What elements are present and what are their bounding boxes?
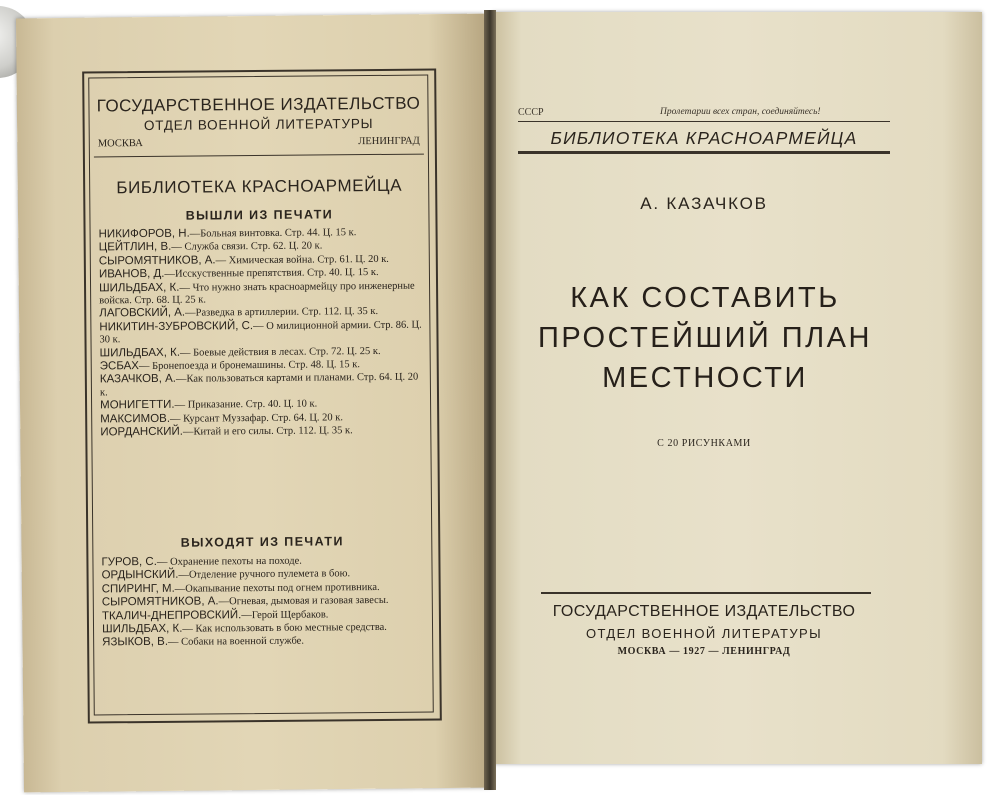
list-item: СПИРИНГ, М.—Окапывание пехоты под огнем противника.: [101, 581, 380, 596]
left-department: ОТДЕЛ ВОЕННОЙ ЛИТЕРАТУРЫ: [143, 116, 374, 134]
book-title-line-2: ПРОСТЕЙШИЙ ПЛАН: [538, 322, 872, 354]
list-item: ТКАЛИЧ-ДНЕПРОВСКИЙ.—Герой Щербаков.: [101, 608, 329, 623]
list-item: НИКИТИН-ЗУБРОВСКИЙ, С.— О милиционной армии. Стр. 86. Ц. 30 к.: [99, 319, 422, 346]
imprint-department: ОТДЕЛ ВОЕННОЙ ЛИТЕРАТУРЫ: [585, 626, 823, 641]
left-series-title: БИБЛИОТЕКА КРАСНОАРМЕЙЦА: [116, 175, 403, 198]
list-item: ШИЛЬДБАХ, К.— Боевые действия в лесах. Стр. 72. Ц. 25 к.: [99, 345, 381, 360]
list-item: ЛАГОВСКИЙ, А.—Разведка в артиллерии. Стр. 112. Ц. 35 к.: [99, 306, 379, 320]
list-item: ОРДЫНСКИЙ.—Отделение ручного пулемета в бою.: [101, 568, 351, 582]
book-author: А. КАЗАЧКОВ: [640, 194, 768, 213]
book-title-line-3: МЕСТНОСТИ: [602, 362, 808, 394]
left-page-content: [88, 75, 434, 716]
left-city-moscow: МОСКВА: [97, 138, 143, 150]
list-item: ШИЛЬДБАХ, К.— Как использовать в бою местные средства.: [101, 621, 387, 636]
list-item: ИВАНОВ, Д.—Исскуственные препятствия. Стр. 40. Ц. 15 к.: [98, 267, 379, 281]
book-subtitle: С 20 РИСУНКАМИ: [657, 438, 751, 449]
list-item: ШИЛЬДБАХ, К.— Что нужно знать красноармейцу про инженерные войска. Стр. 68. Ц. 25 к.: [99, 280, 415, 307]
list-item: МОНИГЕТТИ.— Приказание. Стр. 40. Ц. 10 к.: [100, 398, 318, 412]
left-city-leningrad: ЛЕНИНГРАД: [358, 135, 420, 148]
list-item: ГУРОВ, С.— Охранение пехоты на походе.: [101, 555, 302, 569]
motto: Пролетарии всех стран, соединяйтесь!: [660, 107, 821, 117]
imprint-rule: [541, 592, 871, 594]
forthcoming-heading: ВЫХОДЯТ ИЗ ПЕЧАТИ: [180, 534, 344, 550]
list-item: КАЗАЧКОВ, А.—Как пользоваться картами и планами. Стр. 64. Ц. 20 к.: [99, 372, 419, 399]
list-item: МАКСИМОВ.— Курсант Муззафар. Стр. 64. Ц. 20 к.: [100, 411, 344, 426]
imprint-publisher: ГОСУДАРСТВЕННОЕ ИЗДАТЕЛЬСТВО: [552, 603, 856, 620]
book-spine: [484, 10, 496, 790]
series-rule-top: [518, 121, 890, 122]
list-item: НИКИФОРОВ, Н.—Больная винтовка. Стр. 44. Ц. 15 к.: [98, 227, 357, 241]
list-item: ЯЗЫКОВ, В.— Собаки на военной службе.: [102, 636, 304, 649]
list-item: ИОРДАНСКИЙ.—Китай и его силы. Стр. 112. Ц. 35 к.: [100, 425, 353, 439]
published-list: [99, 226, 427, 440]
country-label: СССР: [518, 107, 544, 118]
list-item: СЫРОМЯТНИКОВ, А.—Огневая, дымовая и газовая завесы.: [101, 595, 389, 609]
forthcoming-list: [101, 554, 428, 651]
list-item: ЭСБАХ— Бронепоезда и бронемашины. Стр. 48. Ц. 15 к.: [99, 359, 361, 373]
left-header-rule: [94, 154, 424, 158]
series-title: БИБЛИОТЕКА КРАСНОАРМЕЙЦА: [550, 128, 858, 148]
imprint-city-year: МОСКВА — 1927 — ЛЕНИНГРАД: [617, 646, 791, 657]
left-publisher: ГОСУДАРСТВЕННОЕ ИЗДАТЕЛЬСТВО: [96, 93, 421, 116]
list-item: СЫРОМЯТНИКОВ, А.— Химическая война. Стр. 61. Ц. 20 к.: [98, 253, 389, 268]
series-rule-bottom: [518, 151, 890, 154]
published-heading: ВЫШЛИ ИЗ ПЕЧАТИ: [185, 207, 334, 223]
book-title-line-1: КАК СОСТАВИТЬ: [570, 282, 840, 314]
list-item: ЦЕЙТЛИН, В.— Служба связи. Стр. 62. Ц. 20 к.: [98, 240, 323, 254]
